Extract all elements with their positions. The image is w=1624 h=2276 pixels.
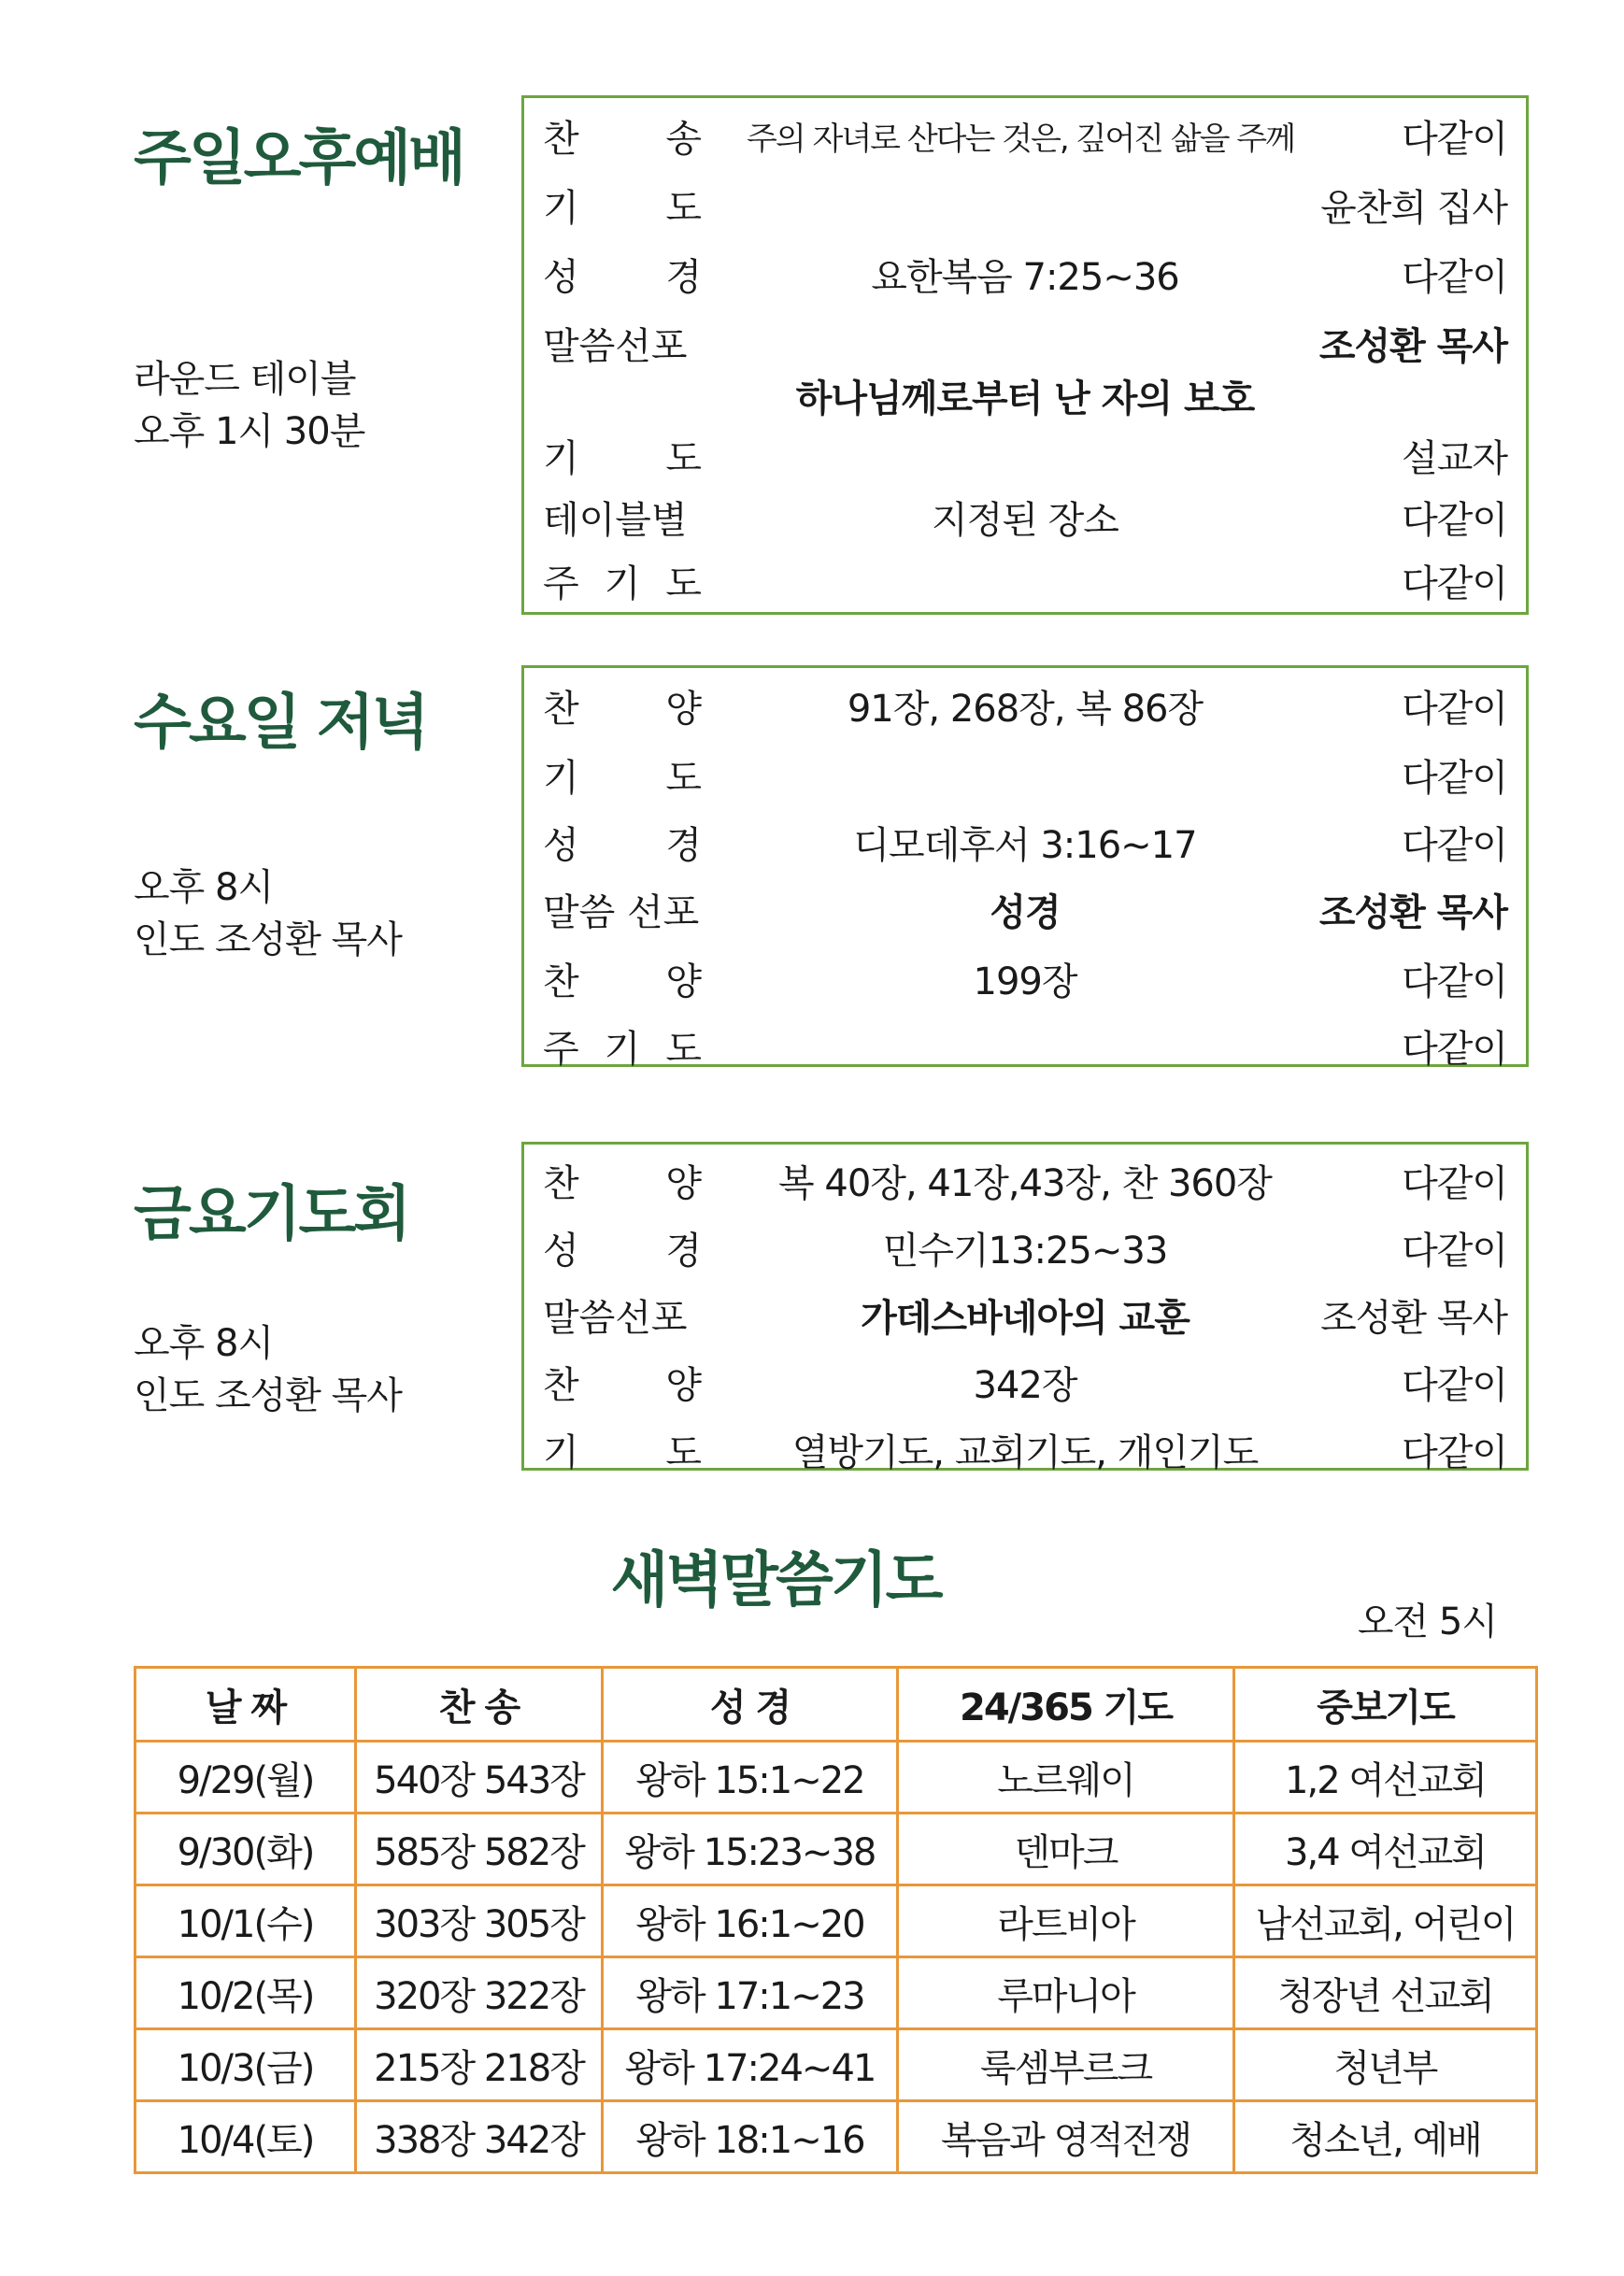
order-row: [524, 309, 1526, 368]
order-label: 찬 양: [543, 960, 702, 1003]
cell-hymn: 303장 305장: [356, 1885, 603, 1957]
order-row: [524, 1012, 1526, 1071]
order-label: 말씀선포: [543, 325, 688, 368]
order-row: [524, 1281, 1526, 1340]
order-label: 성 경: [543, 1230, 702, 1273]
order-label: 기 도: [543, 187, 702, 230]
header-date: 날 짜: [135, 1668, 356, 1742]
order-row: [524, 483, 1526, 542]
order-leader: 다같이: [1402, 499, 1507, 542]
order-detail: 지정된 장소: [932, 499, 1118, 542]
cell-scripture: 왕하 17:1~23: [603, 1957, 898, 2029]
wednesday-time: 오후 8시: [134, 866, 274, 909]
order-leader: 다같이: [1402, 688, 1507, 731]
order-leader: 다같이: [1402, 1028, 1507, 1071]
cell-date: 10/1(수): [135, 1885, 356, 1957]
order-label: 성 경: [543, 824, 702, 867]
order-label: 찬 양: [543, 1162, 702, 1205]
order-row: [524, 421, 1526, 480]
cell-intercession: 청장년 선교회: [1234, 1957, 1537, 2029]
order-row: [524, 945, 1526, 1003]
order-leader: 조성환 목사: [1318, 325, 1507, 368]
cell-intercession: 청소년, 예배: [1234, 2101, 1537, 2173]
cell-prayer-365: 라트비아: [898, 1885, 1234, 1957]
order-row: [524, 808, 1526, 867]
cell-hymn: 320장 322장: [356, 1957, 603, 2029]
cell-scripture: 왕하 15:1~22: [603, 1742, 898, 1814]
cell-hymn: 338장 342장: [356, 2101, 603, 2173]
cell-hymn: 585장 582장: [356, 1814, 603, 1885]
order-detail: 주의 자녀로 산다는 것은, 깊어진 삶을 주께: [747, 121, 1294, 158]
order-leader: 다같이: [1402, 960, 1507, 1003]
friday-info: [134, 1317, 402, 1422]
order-row: [524, 1415, 1526, 1474]
order-row: [524, 547, 1526, 605]
order-leader: 다같이: [1402, 1162, 1507, 1205]
friday-title: 금요기도회: [134, 1180, 409, 1249]
order-label: 찬 양: [543, 1364, 702, 1407]
cell-prayer-365: 룩셈부르크: [898, 2029, 1234, 2101]
order-leader: 설교자: [1402, 437, 1507, 480]
order-label: 기 도: [543, 757, 702, 800]
order-label: 기 도: [543, 437, 702, 480]
order-detail: 199장: [973, 960, 1077, 1003]
friday-time: 오후 8시: [134, 1322, 274, 1365]
sermon-title: 하나님께로부터 난 자의 보호: [795, 377, 1255, 420]
table-row: [135, 1885, 1537, 1957]
cell-date: 10/2(목): [135, 1957, 356, 2029]
header-scripture: 성 경: [603, 1668, 898, 1742]
sunday-order-box: [521, 95, 1529, 615]
order-leader: 다같이: [1402, 824, 1507, 867]
friday-leader: 인도 조성환 목사: [134, 1374, 402, 1417]
order-detail: 가데스바네아의 교훈: [861, 1297, 1190, 1340]
dawn-schedule-table: [134, 1666, 1538, 2174]
order-row: [524, 1146, 1526, 1205]
order-detail: 복 40장, 41장,43장, 찬 360장: [778, 1162, 1272, 1205]
sunday-location: 라운드 테이블: [134, 358, 356, 401]
header-intercession: 중보기도: [1234, 1668, 1537, 1742]
cell-scripture: 왕하 16:1~20: [603, 1885, 898, 1957]
order-label: 찬 양: [543, 688, 702, 731]
cell-intercession: 3,4 여선교회: [1234, 1814, 1537, 1885]
table-row: [135, 1742, 1537, 1814]
cell-date: 9/29(월): [135, 1742, 356, 1814]
table-row: [135, 2101, 1537, 2173]
order-row: [524, 240, 1526, 299]
cell-date: 9/30(화): [135, 1814, 356, 1885]
cell-prayer-365: 덴마크: [898, 1814, 1234, 1885]
order-row: [524, 741, 1526, 800]
wednesday-info: [134, 861, 402, 966]
table-row: [135, 1957, 1537, 2029]
order-leader: 다같이: [1402, 1364, 1507, 1407]
order-leader: 윤찬희 집사: [1320, 187, 1507, 230]
order-leader: 다같이: [1402, 562, 1507, 605]
order-leader: 다같이: [1402, 118, 1507, 161]
wednesday-title: 수요일 저녁: [134, 689, 427, 758]
sunday-title: 주일오후예배: [134, 124, 463, 193]
sunday-time: 오후 1시 30분: [134, 410, 365, 453]
order-detail: 민수기13:25~33: [882, 1230, 1168, 1273]
order-row: [524, 672, 1526, 731]
wednesday-order-box: [521, 665, 1529, 1071]
order-detail: 요한복음 7:25~36: [871, 256, 1179, 299]
table-row: [135, 1814, 1537, 1885]
header-prayer-365: 24/365 기도: [898, 1668, 1234, 1742]
order-detail: 열방기도, 교회기도, 개인기도: [791, 1431, 1259, 1474]
order-row: [524, 1214, 1526, 1273]
sunday-info: [134, 353, 364, 458]
order-label: 찬 송: [543, 118, 702, 161]
order-leader: 다같이: [1402, 1431, 1507, 1474]
order-label: 말씀 선포: [543, 891, 700, 934]
order-detail: 91장, 268장, 복 86장: [847, 688, 1204, 731]
order-label: 주 기 도: [543, 562, 702, 605]
cell-date: 10/4(토): [135, 2101, 356, 2173]
order-detail: 성경: [990, 891, 1061, 934]
cell-prayer-365: 루마니아: [898, 1957, 1234, 2029]
cell-intercession: 남선교회, 어린이: [1234, 1885, 1537, 1957]
order-detail: 디모데후서 3:16~17: [853, 824, 1197, 867]
order-leader: 조성환 목사: [1320, 1297, 1507, 1340]
cell-prayer-365: 노르웨이: [898, 1742, 1234, 1814]
order-detail: 342장: [973, 1364, 1077, 1407]
cell-scripture: 왕하 18:1~16: [603, 2101, 898, 2173]
order-row: [524, 1348, 1526, 1407]
dawn-time: 오전 5시: [1357, 1600, 1497, 1643]
wednesday-leader: 인도 조성환 목사: [134, 918, 402, 961]
order-leader: 다같이: [1402, 256, 1507, 299]
cell-intercession: 1,2 여선교회: [1234, 1742, 1537, 1814]
cell-prayer-365: 복음과 영적전쟁: [898, 2101, 1234, 2173]
order-row: [524, 875, 1526, 934]
order-row: [524, 102, 1526, 161]
cell-hymn: 540장 543장: [356, 1742, 603, 1814]
order-label: 기 도: [543, 1431, 702, 1474]
order-label: 성 경: [543, 256, 702, 299]
order-row: [524, 171, 1526, 230]
friday-order-box: [521, 1142, 1529, 1474]
cell-intercession: 청년부: [1234, 2029, 1537, 2101]
table-header-row: [135, 1668, 1537, 1742]
cell-scripture: 왕하 17:24~41: [603, 2029, 898, 2101]
order-leader: 다같이: [1402, 757, 1507, 800]
table-row: [135, 2029, 1537, 2101]
cell-scripture: 왕하 15:23~38: [603, 1814, 898, 1885]
order-label: 주 기 도: [543, 1028, 702, 1071]
order-leader: 다같이: [1402, 1230, 1507, 1273]
order-leader: 조성환 목사: [1318, 891, 1507, 934]
order-label: 말씀선포: [543, 1297, 688, 1340]
dawn-title: 새벽말씀기도: [610, 1546, 941, 1615]
order-label: 테이블별: [543, 499, 688, 542]
cell-date: 10/3(금): [135, 2029, 356, 2101]
cell-hymn: 215장 218장: [356, 2029, 603, 2101]
header-hymn: 찬 송: [356, 1668, 603, 1742]
